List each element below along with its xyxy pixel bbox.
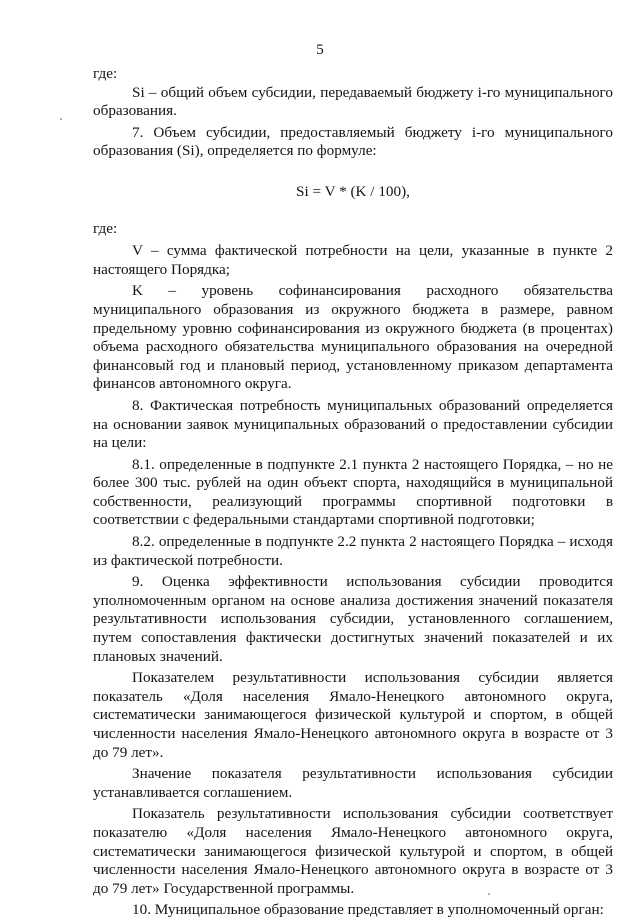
performance-indicator: Показателем результативности использования субсидии является показатель «Доля населения Ямало-Ненецкого автономного округа, систематически занимающегося физической культурой и спортом, в общей численности населения Ямало-Ненецкого автономного округа в возрасте от 3 до 79 лет». <box>93 669 613 761</box>
clause-7: 7. Объем субсидии, предоставляемый бюджету i-го муниципального образования (Si), определяется по формуле: <box>93 123 613 160</box>
clause-8: 8. Фактическая потребность муниципальных образований определяется на основании заявок муниципальных образований о предоставлении субсидии на цели: <box>93 396 613 452</box>
definition-si: Si – общий объем субсидии, передаваемый бюджету i-го муниципального образования. <box>93 83 613 120</box>
where-label-2: где: <box>93 219 118 237</box>
page-number: 5 <box>316 42 324 58</box>
formula: Si = V * (K / 100), <box>296 182 410 200</box>
indicator-correspondence: Показатель результативности использования субсидии соответствует показателю «Доля населения Ямало-Ненецкого автономного округа, систематически занимающегося физической культурой и спортом, в общей численности населения Ямало-Ненецкого автономного округа в возрасте от 3 до 79 лет» Государственной программы. <box>93 805 613 897</box>
clause-8-1: 8.1. определенные в подпункте 2.1 пункта 2 настоящего Порядка, – но не более 300 тыс. рублей на один объект спорта, находящийся в муниципальной собственности, реализующий программы спортивной подготовки в соответствии с федеральными стандартами спортивной подготовки; <box>93 455 613 529</box>
indicator-value: Значение показателя результативности использования субсидии устанавливается соглашением. <box>93 765 613 801</box>
clause-8-2: 8.2. определенные в подпункте 2.2 пункта 2 настоящего Порядка – исходя из фактической потребности. <box>93 533 613 569</box>
clause-9: 9. Оценка эффективности использования субсидии проводится уполномоченным органом на основе анализа достижения значений показателя результативности использования субсидии, установленного соглашением, путем сопоставления фактически достигнутых значений показателей и их плановых значений. <box>93 573 613 665</box>
document-body <box>93 65 613 920</box>
where-label: где: <box>93 65 118 82</box>
definition-v: V – сумма фактической потребности на цели, указанные в пункте 2 настоящего Порядка; <box>93 242 613 278</box>
definition-k: K – уровень софинансирования расходного обязательства муниципального образования из окружного бюджета в размере, равном предельному уровню софинансирования из окружного бюджета (в процентах) объема расходного обязательства муниципального образования на очередной финансовый год и плановый период, установленному приказом департамента финансов автономного округа. <box>93 282 613 393</box>
clause-10: 10. Муниципальное образование представляет в уполномоченный орган: <box>132 901 604 919</box>
scan-speck <box>60 118 62 120</box>
scan-speck <box>488 893 490 895</box>
